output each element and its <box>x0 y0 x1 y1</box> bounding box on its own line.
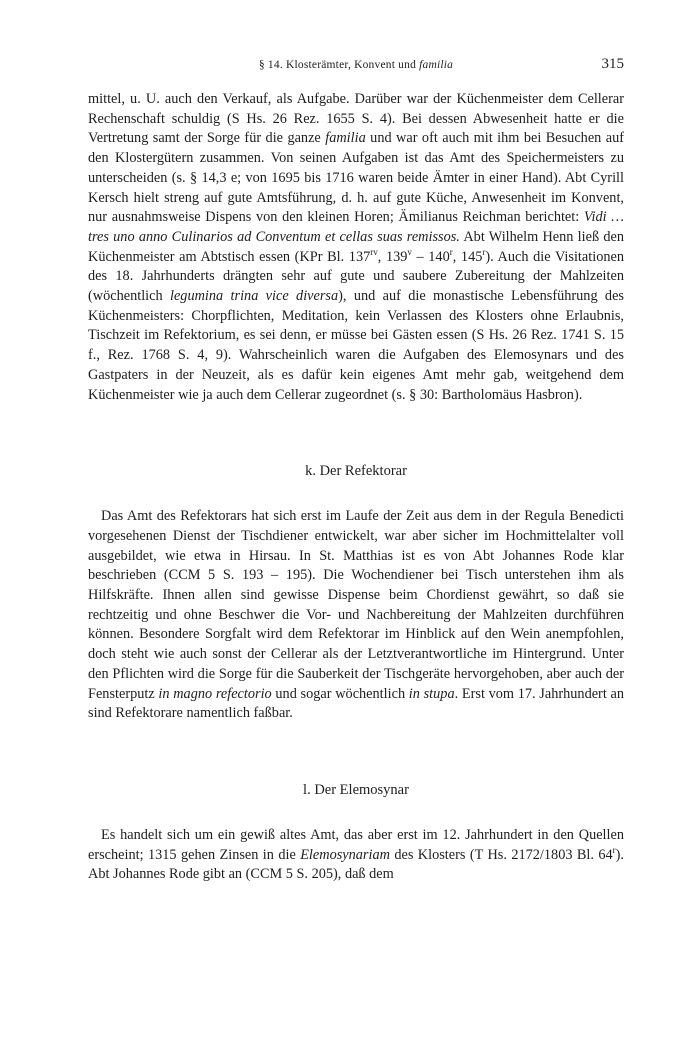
running-head-title <box>88 59 624 71</box>
text-run: – 140 <box>411 248 450 265</box>
text-run: des Klosters (T Hs. 2172/1803 Bl. 64 <box>389 846 613 863</box>
text-run: . Erst vom 17. Jahrhundert an sind Refektorare namentlich faßbar. <box>88 685 624 722</box>
italic-run: in magno refectorio <box>158 685 272 702</box>
text-run: , 145 <box>452 248 483 265</box>
text-run: ). Auch die Visitationen des 18. Jahrhunderts drängten sehr auf gute und saubere Zubereitung der Mahlzeiten (wöchentlich <box>88 248 624 305</box>
text-run: Es handelt sich um ein gewiß altes Amt, das aber erst im 12. Jahrhundert in den Quellen erscheint; 1315 gehen Zinsen in die <box>88 826 624 863</box>
superscript: r <box>612 844 616 855</box>
italic-run: in stupa <box>408 685 455 702</box>
superscript: r <box>449 246 453 257</box>
paragraph-kuechenmeister <box>88 90 624 405</box>
text-run: ). Abt Johannes Rode gibt an (CCM 5 S. 205), daß dem <box>88 846 625 883</box>
superscript: rv <box>370 246 378 257</box>
text-run: und sogar wöchentlich <box>271 685 409 702</box>
superscript: r <box>482 246 486 257</box>
running-head-text: § 14. Klosterämter, Konvent und <box>258 59 420 71</box>
text-run: Das Amt des Refektorars hat sich erst im Laufe der Zeit aus dem in der Regula Benedicti vorgesehenen Dienst der Tischdiener entwickelt, war aber sicher im Hochmittelalter voll ausgebildet, wie etwa in Hirsau. In St. Matthias ist es von Abt Johannes Rode klar beschrieben (CCM 5 S. 193 – 195). Die Wochendiener bei Tisch unterstehen ihm als Hilfskräfte. Ihnen allen sind gewisse Dispense beim Chordienst gewährt, so daß sie rechtzeitig und ohne Beschwer die Vor- und Nachbereitung der Mahlzeiten durchführen können. Besondere Sorgfalt wird dem Refektorar im Hinblick auf den Wein anempfohlen, doch steht wie auch sonst der Cellerar als der Letztverantwortliche im Hintergrund. Unter den Pflichten wird die Sorge für die Sauberkeit der Tischgeräte hervorgehoben, aber auch der Fensterputz <box>88 508 624 702</box>
running-head-italic: familia <box>419 59 454 71</box>
paragraph-refektorar <box>88 507 624 724</box>
superscript: v <box>407 246 412 257</box>
text-run: Abt Wilhelm Henn ließ den Küchenmeister am Abtstisch essen (KPr Bl. 137 <box>88 228 624 265</box>
running-head <box>88 56 624 76</box>
italic-run: legumina trina vice diversa <box>169 288 339 305</box>
italic-quote: Vidi … tres uno anno Culinarios ad Conventum et cellas suas remissos. <box>88 209 624 245</box>
section-heading-elemosynar: l. Der Elemosynar <box>303 781 409 798</box>
italic-run: Elemosynariam <box>300 846 390 863</box>
paragraph-elemosynar <box>88 826 624 885</box>
text-run: mittel, u. U. auch den Verkauf, als Aufgabe. Darüber war der Küchenmeister dem Cellerar Rechenschaft schuldig (S Hs. 26 Rez. 1655 S. 4). Bei dessen Abwesenheit hatte er die Vertretung samt der Sorge für die ganze <box>88 91 624 147</box>
page-body <box>88 90 624 885</box>
text-run: ), und auf die monastische Lebensführung des Küchenmeisters: Chorpflichten, Meditation, kein Verlassen des Klosters ohne Erlaubnis, Tischzeit im Refektorium, es sei denn, er müsse bei Gästen essen (S Hs. 26 Rez. 1741 S. 15 f., Rez. 1768 S. 4, 9). Wahrscheinlich waren die Aufgaben des Elemosynars und des Gastpaters in der Neuzeit, als es dafür kein eigenes Amt mehr gab, weitgehend dem Küchenmeister wie ja auch dem Cellerar zugeordnet (s. § 30: Bartholomäus Hasbron). <box>88 288 624 403</box>
text-run: und war oft auch mit ihm bei Besuchen auf den Klostergütern zusammen. Von seinen Aufgaben ist das Amt des Speichermeisters zu unterscheiden (s. § 14,3 e; von 1695 bis 1716 waren beide Ämter in einer Hand). Abt Cyrill Kersch hielt streng auf gute Amtsführung, d. h. auf gute Küche, Anwesenheit im Konvent, nur ausnahmsweise Dispens von den kleinen Horen; Ämilianus Reichman berichtet: <box>88 130 625 226</box>
text-run: , 139 <box>377 248 408 265</box>
section-heading-refektorar: k. Der Refektorar <box>305 463 407 480</box>
italic-run: familia <box>325 130 366 147</box>
page-number: 315 <box>601 56 624 72</box>
